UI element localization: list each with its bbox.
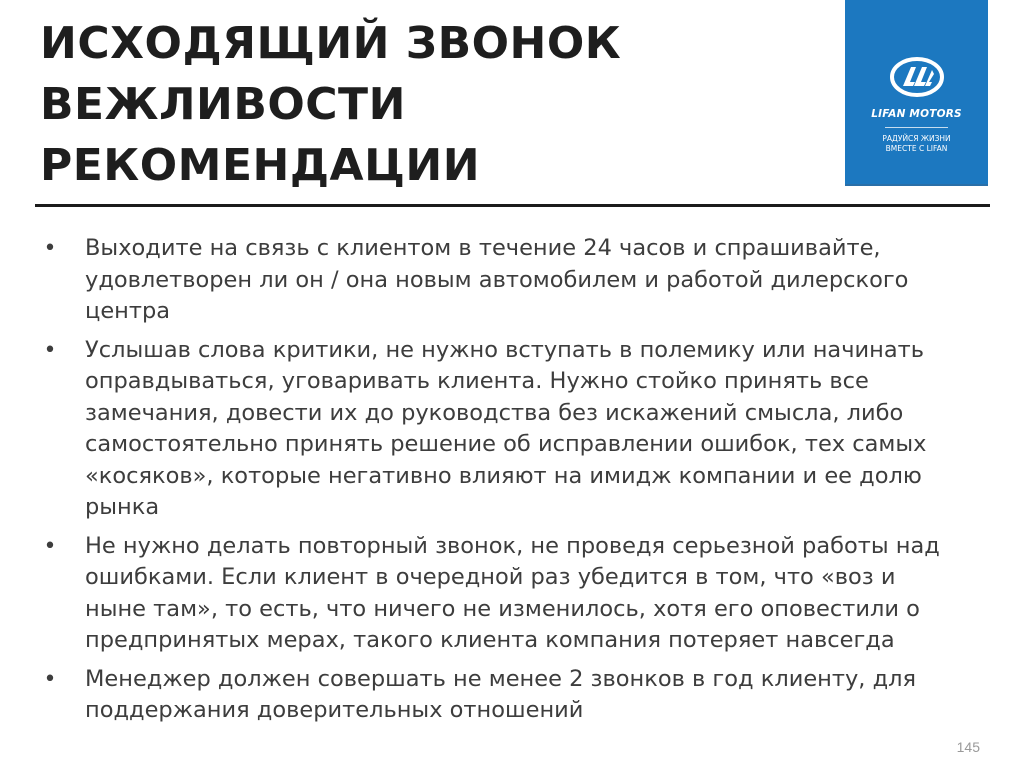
title-line-2: ВЕЖЛИВОСТИ	[40, 79, 406, 130]
title-divider	[35, 204, 990, 207]
bullet-icon: •	[43, 337, 57, 363]
list-item	[40, 335, 960, 524]
bullet-icon: •	[43, 533, 57, 559]
logo-slogan-line-1: РАДУЙСЯ ЖИЗНИ	[882, 134, 951, 143]
logo-divider	[885, 127, 948, 128]
lifan-emblem-icon	[889, 55, 945, 99]
lifan-logo-box	[845, 0, 988, 186]
list-item	[40, 233, 960, 328]
slide-title	[40, 13, 800, 196]
logo-slogan	[845, 134, 988, 154]
page-number: 145	[956, 739, 980, 755]
bullet-text: Выходите на связь с клиентом в течение 24 часов и спрашивайте, удовлетворен ли он / она новым автомобилем и работой дилерского центра	[85, 235, 909, 324]
list-item	[40, 531, 960, 657]
bullet-text: Услышав слова критики, не нужно вступать в полемику или начинать оправдываться, уговаривать клиента. Нужно стойко принять все замечания, довести их до руководства без искажений смысла, либо самостоятельно принять решение об исправлении ошибок, тех самых «косяков», которые негативно влияют на имидж компании и ее долю рынка	[85, 336, 927, 520]
bullet-text: Менеджер должен совершать не менее 2 звонков в год клиенту, для поддержания доверительных отношений	[85, 665, 917, 723]
title-line-1: ИСХОДЯЩИЙ ЗВОНОК	[40, 18, 622, 69]
logo-slogan-line-2: ВМЕСТЕ С LIFAN	[885, 144, 948, 153]
title-line-3: РЕКОМЕНДАЦИИ	[40, 140, 481, 191]
bullet-icon: •	[43, 236, 57, 261]
bullet-text: Не нужно делать повторный звонок, не проведя серьезной работы над ошибками. Если клиент в очередной раз убедится в том, что «воз и ныне там», то есть, что ничего не изменилось, хотя его оповестили о предпринятых мерах, такого клиента компания потеряет навсегда	[85, 532, 940, 653]
list-item	[40, 664, 960, 727]
bullet-icon: •	[43, 666, 57, 692]
bullet-list	[40, 233, 960, 734]
logo-brand-text: LIFAN MOTORS	[871, 108, 962, 120]
